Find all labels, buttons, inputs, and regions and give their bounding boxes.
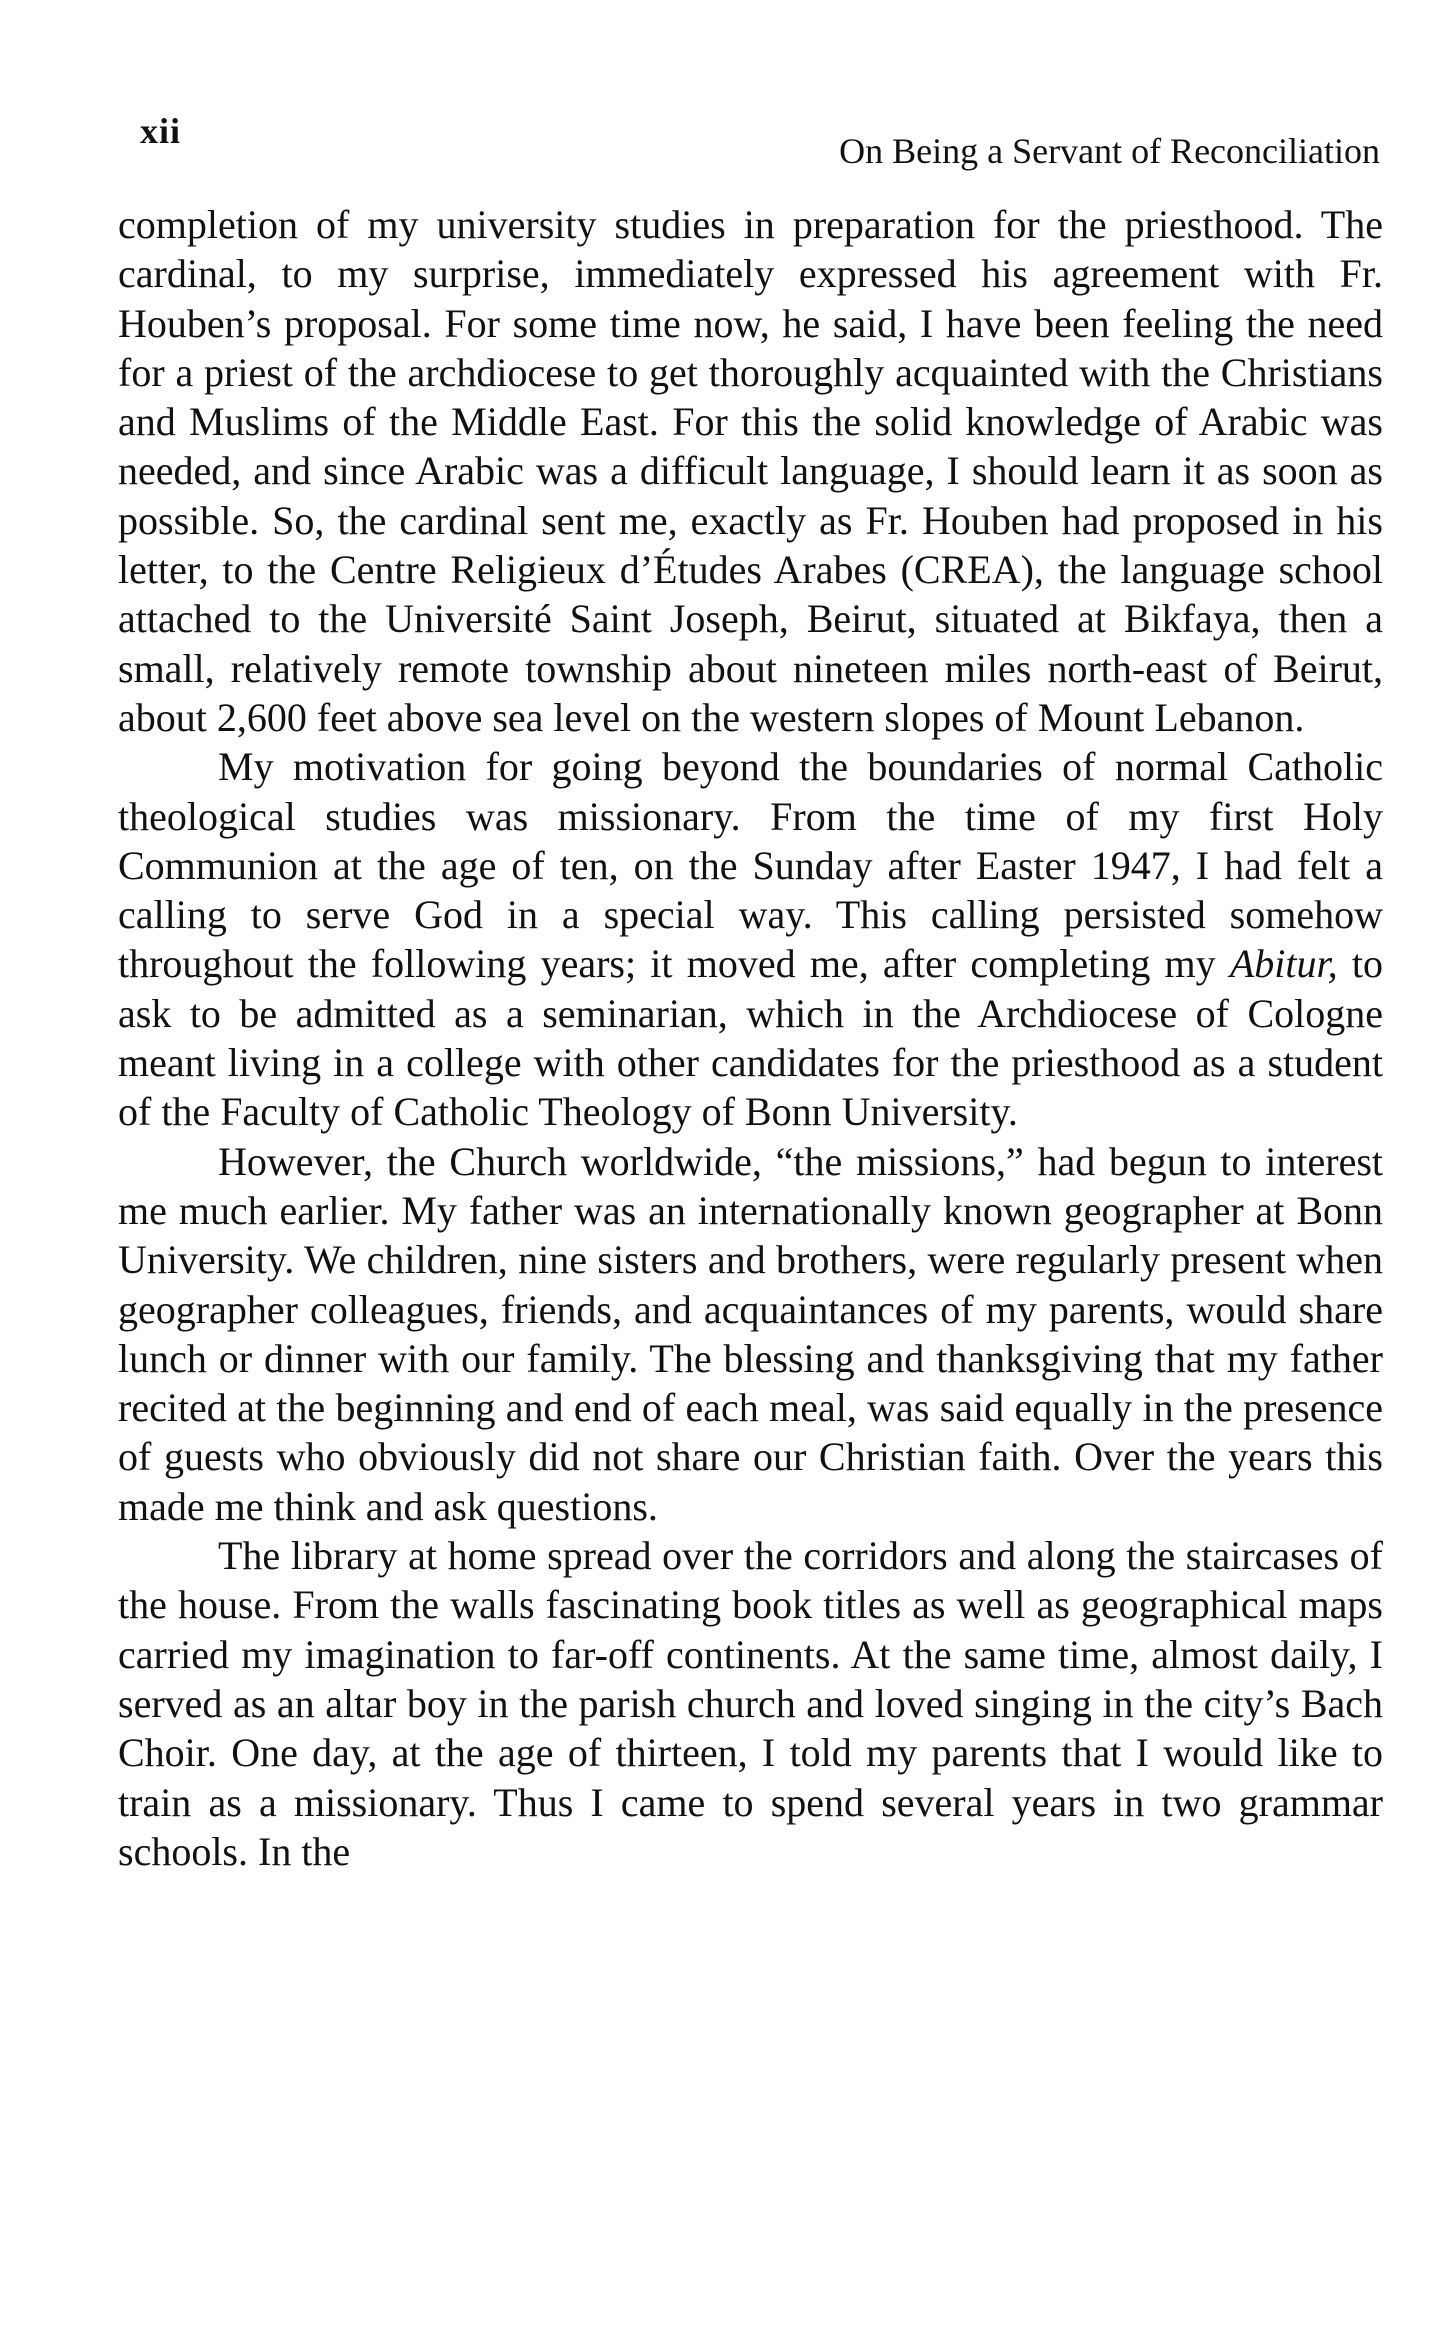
paragraph-4: The library at home spread over the corridors and along the staircases of the house. From the walls fascinating book titles as well as geographical maps carried my imagination to far-off continents. At the same time, almost daily, I served as an altar boy in the parish church and loved singing in the city’s Bach Choir. One day, at the age of thirteen, I told my parents that I would like to train as a missionary. Thus I came to spend several years in two grammar schools. In the bbox=[118, 1533, 1383, 1874]
page-number: xii bbox=[140, 111, 182, 151]
paragraph-2 bbox=[118, 742, 1383, 1136]
paragraph-3: However, the Church worldwide, “the missions,” had begun to interest me much earlier. My father was an internationally known geographer at Bonn University. We children, nine sisters and brothers, were regularly present when geographer colleagues, friends, and acquaintances of my parents, would share lunch or dinner with our family. The blessing and thanksgiving that my father recited at the beginning and end of each meal, was said equally in the presence of guests who obviously did not share our Christian faith. Over the years this made me think and ask questions. bbox=[118, 1138, 1383, 1529]
paragraph-2-text-b: to ask to be admitted as a seminarian, which in the Archdiocese of Cologne meant living in a college with other candidates for the priesthood as a student of the Faculty of Catholic Theology of Bonn University. bbox=[118, 941, 1383, 1135]
paragraph-2-text-a: My motivation for going beyond the boundaries of normal Catholic theological studies was missionary. From the time of my first Holy Communion at the age of ten, on the Sunday after Easter 1947, I had felt a calling to serve God in a special way. This calling persisted somehow throughout the following years; it moved me, after completing my bbox=[118, 744, 1383, 987]
paragraph-1: completion of my university studies in preparation for the priesthood. The cardinal, to my surprise, immediately expressed his agreement with Fr. Houben’s proposal. For some time now, he said, I have been feeling the need for a priest of the archdiocese to get thoroughly acquainted with the Christians and Muslims of the Middle East. For this the solid knowledge of Arabic was needed, and since Arabic was a difficult language, I should learn it as soon as possible. So, the cardinal sent me, exactly as Fr. Houben had proposed in his letter, to the Centre Religieux d’Études Arabes (CREA), the language school attached to the Université Saint Joseph, Beirut, situated at Bikfaya, then a small, relatively remote township about nineteen miles north-east of Beirut, about 2,600 feet above sea level on the western slopes of Mount Lebanon. bbox=[118, 202, 1383, 740]
abitur-italic: Abitur, bbox=[1229, 941, 1338, 987]
body-text bbox=[118, 200, 1383, 1876]
running-title: On Being a Servant of Reconciliation bbox=[839, 131, 1380, 171]
